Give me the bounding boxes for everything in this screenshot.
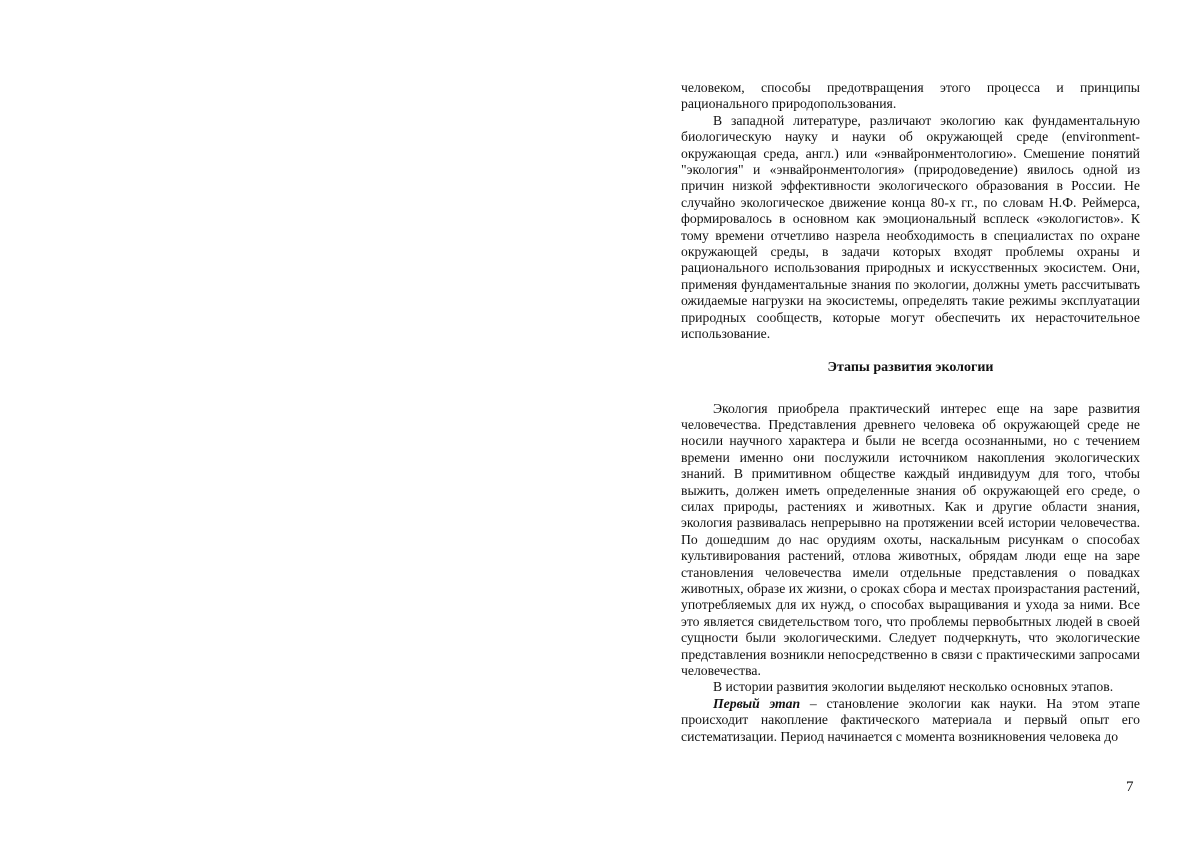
paragraph-stages-intro: В истории развития экологии выделяют несколько основных этапов. (713, 679, 1114, 695)
paragraph-first-stage (681, 696, 1140, 745)
first-stage-text: – становление экологии как науки. На этом этапе происходит накопление фактического материала и первый опыт его систематизации. Период начинается с момента возникновения человека до (681, 695, 1140, 744)
section-heading: Этапы развития экологии (827, 359, 994, 375)
page-number: 7 (1126, 779, 1134, 795)
paragraph-intro-continuation: человеком, способы предотвращения этого процесса и принципы рационального природопользования. (681, 80, 1140, 112)
text-column (681, 80, 1140, 745)
paragraph-practical-interest: Экология приобрела практический интерес еще на заре развития человечества. Представления древнего человека об окружающей среде не носили научного характера и были не всегда осознанными, но с течением времени именно они послужили источником накопления экологических знаний. В примитивном обществе каждый индивидуум для того, чтобы выжить, должен иметь определенные знания об окружающей его среде, о силах природы, растениях и животных. Как и другие области знания, экология развивалась непрерывно на протяжении всей истории человечества. По дошедшим до нас орудиям охоты, наскальным рисункам о способах культивирования растений, отлова животных, обрядам люди еще на заре становления человечества имели отдельные представления о повадках животных, образе их жизни, о сроках сбора и местах произрастания растений, употребляемых для их нужд, о способах выращивания и ухода за ними. Все это является свидетельством того, что проблемы первобытных людей в своей сущности были экологическими. Следует подчеркнуть, что экологические представления возникли непосредственно в связи с практическими запросами человечества. (681, 400, 1140, 678)
paragraph-western-literature: В западной литературе, различают экологию как фундаментальную биологическую науку и науки об окружающей среде (environment-окружающая среда, англ.) или «энвайронментологию». Смешение понятий "экология" и «энвайронментология» (природоведение) явилось одной из причин низкой эффективности экологического образования в России. Не случайно экологическое движение конца 80-х гг., по словам Н.Ф. Реймерса, формировалось в основном как эмоциональный всплеск «экологистов». К тому времени отчетливо назрела необходимость в специалистах по охране окружающей среды, в задачи которых входят проблемы охраны и рационального использования природных и искусственных экосистем. Они, применяя фундаментальные знания по экологии, должны уметь рассчитывать ожидаемые нагрузки на экосистемы, определять такие режимы эксплуатации природных сообществ, которые могут обеспечить их нерасточительное использование. (681, 112, 1140, 342)
first-stage-term: Первый этап (713, 695, 801, 711)
